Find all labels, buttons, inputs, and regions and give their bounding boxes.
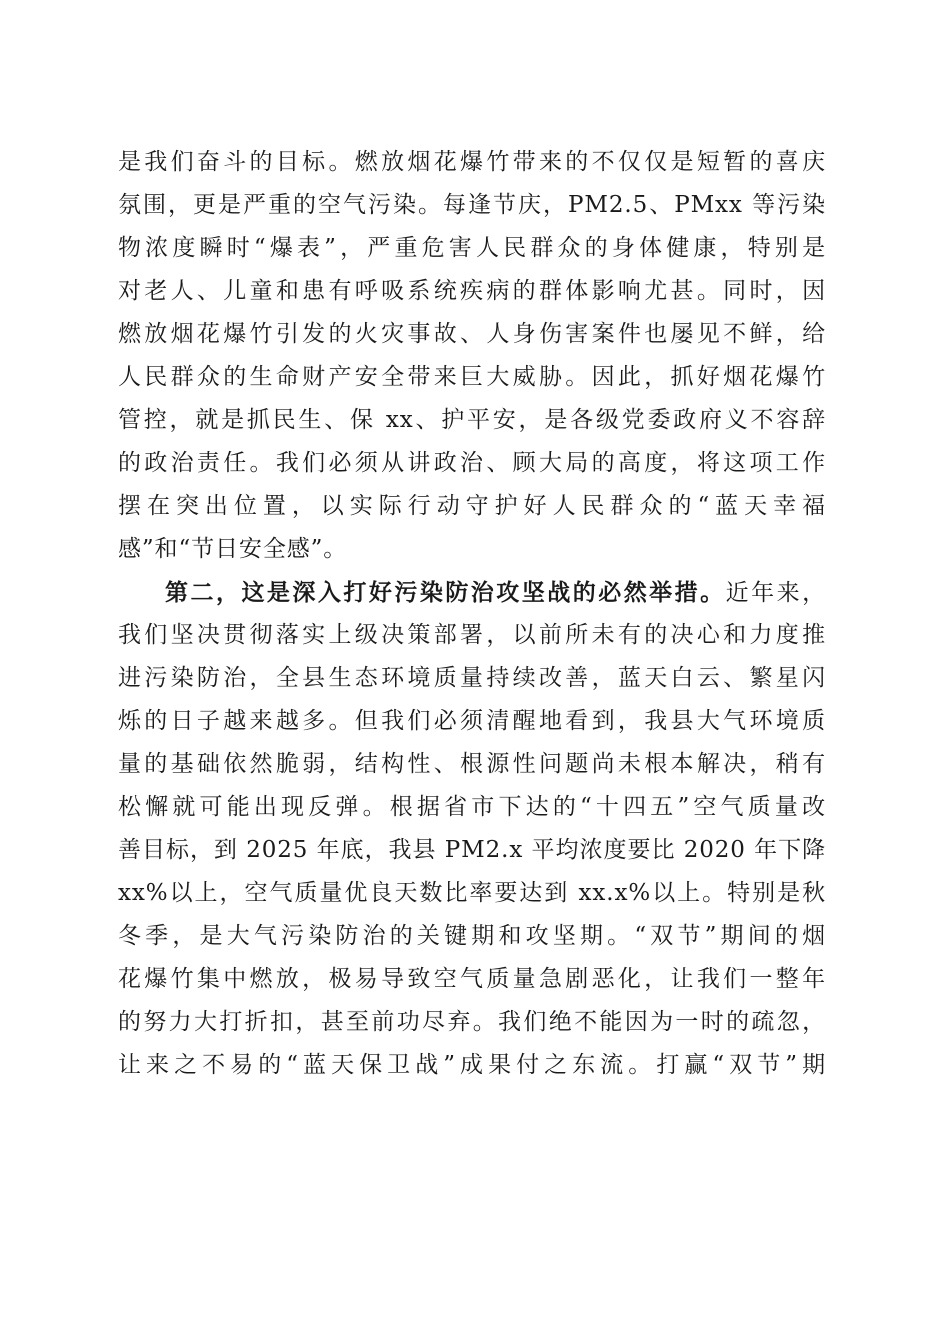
text-line: 进污染防治，全县生态环境质量持续改善，蓝天白云、繁星闪 (118, 665, 826, 691)
text-line: 让来之不易的“蓝天保卫战”成果付之东流。打赢“双节”期 (118, 1052, 826, 1078)
text-line: 燃放烟花爆竹引发的火灾事故、人身伤害案件也屡见不鲜，给 (118, 321, 826, 347)
body-text (118, 141, 826, 1087)
text-line: 花爆竹集中燃放，极易导致空气质量急剧恶化，让我们一整年 (118, 966, 826, 992)
text-line: 氛围，更是严重的空气污染。每逢节庆，PM2.5、PMxx 等污染 (118, 192, 826, 218)
text-line: 的努力大打折扣，甚至前功尽弃。我们绝不能因为一时的疏忽， (118, 1009, 826, 1035)
text-line: 量的基础依然脆弱，结构性、根源性问题尚未根本解决，稍有 (118, 751, 826, 777)
text-line: xx%以上，空气质量优良天数比率要达到 xx.x%以上。特别是秋 (118, 880, 826, 906)
section-heading: 第二，这是深入打好污染防治攻坚战的必然举措。 (165, 579, 726, 606)
text-fragment: 近年来， (725, 580, 826, 606)
text-line: 我们坚决贯彻落实上级决策部署，以前所未有的决心和力度推 (118, 622, 826, 648)
text-line: 人民群众的生命财产安全带来巨大威胁。因此，抓好烟花爆竹 (118, 364, 826, 390)
text-line: 摆在突出位置，以实际行动守护好人民群众的“蓝天幸福 (118, 493, 826, 519)
text-line: 感”和“节日安全感”。 (118, 536, 348, 562)
text-line: 物浓度瞬时“爆表”，严重危害人民群众的身体健康，特别是 (118, 235, 826, 261)
text-line: 善目标，到 2025 年底，我县 PM2.x 平均浓度要比 2020 年下降 (118, 837, 826, 863)
text-line: 的政治责任。我们必须从讲政治、顾大局的高度，将这项工作 (118, 450, 826, 476)
text-line: 对老人、儿童和患有呼吸系统疾病的群体影响尤甚。同时，因 (118, 278, 826, 304)
text-line: 是我们奋斗的目标。燃放烟花爆竹带来的不仅仅是短暂的喜庆 (118, 149, 826, 175)
text-line: 管控，就是抓民生、保 xx、护平安，是各级党委政府义不容辞 (118, 407, 826, 433)
section-heading-line (118, 571, 826, 614)
text-line: 冬季，是大气污染防治的关键期和攻坚期。“双节”期间的烟 (118, 923, 826, 949)
text-line: 松懈就可能出现反弹。根据省市下达的“十四五”空气质量改 (118, 794, 826, 820)
text-line: 烁的日子越来越多。但我们必须清醒地看到，我县大气环境质 (118, 708, 826, 734)
